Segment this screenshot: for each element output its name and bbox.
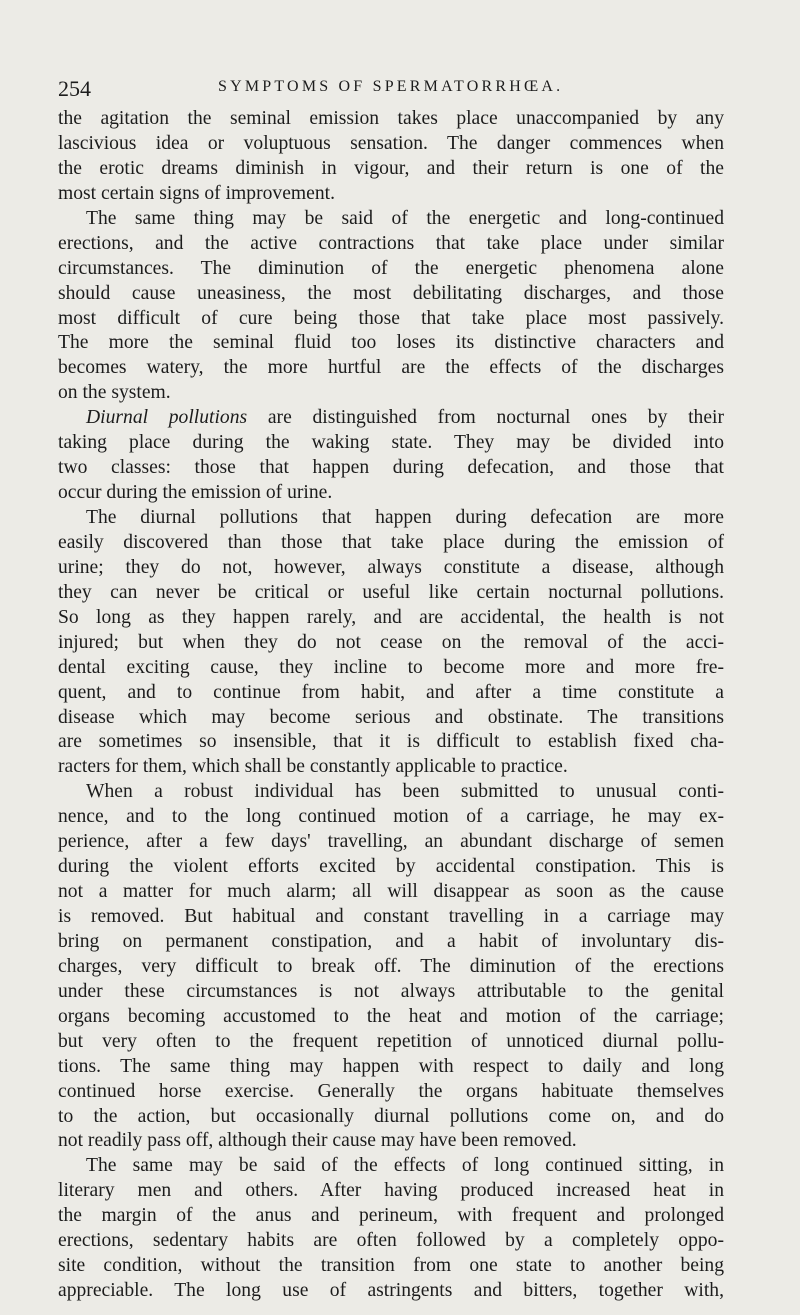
line-text: dental exciting cause, they incline to become more and more fre- [58, 656, 724, 678]
text-line [58, 606, 724, 631]
line-text: So long as they happen rarely, and are accidental, the health is not [58, 606, 724, 628]
line-text: perience, after a few days' travelling, an abundant discharge of semen [58, 831, 724, 853]
line-text: organs becoming accustomed to the heat and motion of the carriage; [58, 1005, 724, 1027]
text-line [58, 656, 724, 681]
text-line [58, 531, 724, 556]
line-text: erections, and the active contractions that take place under similar [58, 232, 724, 254]
line-text: under these circumstances is not always attributable to the genital [58, 980, 724, 1002]
text-line [58, 581, 724, 606]
text-line [58, 980, 724, 1005]
line-text: during the violent efforts excited by accidental constipation. This is [58, 856, 724, 878]
line-text: on the system. [58, 382, 171, 404]
line-text: not a matter for much alarm; all will disappear as soon as the cause [58, 881, 724, 903]
text-line [58, 755, 724, 780]
text-line [58, 780, 724, 805]
line-text: not readily pass off, although their cause may have been removed. [58, 1130, 577, 1152]
line-text: site condition, without the transition from one state to another being [58, 1255, 724, 1277]
text-line [58, 1055, 724, 1080]
text-line [58, 880, 724, 905]
text-line [58, 1279, 724, 1304]
line-text: but very often to the frequent repetition of unnoticed diurnal pollu- [58, 1030, 724, 1052]
line-text: erections, sedentary habits are often followed by a completely oppo- [58, 1230, 724, 1252]
text-line [58, 307, 724, 332]
running-head: SYMPTOMS OF SPERMATORRHŒA. [218, 78, 564, 95]
line-text: quent, and to continue from habit, and after a time constitute a [58, 681, 724, 703]
line-text: appreciable. The long use of astringents and bitters, together with, [58, 1280, 724, 1302]
text-line [58, 182, 724, 207]
line-text: easily discovered than those that take place during the emission of [58, 531, 724, 553]
line-text: literary men and others. After having produced increased heat in [58, 1180, 724, 1202]
text-line [58, 456, 724, 481]
text-line [58, 556, 724, 581]
text-line [58, 1254, 724, 1279]
line-text: the erotic dreams diminish in vigour, and their return is one of the [58, 157, 724, 179]
line-text: The more the seminal fluid too loses its distinctive characters and [58, 332, 724, 354]
text-line [58, 706, 724, 731]
line-text: continued horse exercise. Generally the organs habituate themselves [58, 1080, 724, 1102]
text-line [58, 631, 724, 656]
italic-term: Diurnal pollutions [86, 407, 248, 429]
text-line [58, 132, 724, 157]
text-line [58, 930, 724, 955]
line-text: should cause uneasiness, the most debilitating discharges, and those [58, 282, 724, 304]
page-number: 254 [58, 76, 91, 101]
page-header [58, 76, 718, 102]
line-text: circumstances. The diminution of the energetic phenomena alone [58, 257, 724, 279]
line-text: urine; they do not, however, always constitute a disease, although [58, 556, 724, 578]
line-text: are sometimes so insensible, that it is difficult to establish fixed cha- [58, 731, 724, 753]
text-line [58, 1154, 724, 1179]
line-text: is removed. But habitual and constant travelling in a carriage may [58, 906, 724, 927]
text-line [58, 331, 724, 356]
text-line [58, 157, 724, 182]
line-text: The diurnal pollutions that happen during defecation are more [86, 507, 724, 528]
line-text: becomes watery, the more hurtful are the effects of the discharges [58, 357, 724, 379]
text-line [58, 1105, 724, 1130]
text-line [58, 681, 724, 706]
line-text: The same may be said of the effects of long continued sitting, in [86, 1155, 724, 1177]
line-text: lascivious idea or voluptuous sensation. The danger commences when [58, 132, 724, 154]
text-line [58, 730, 724, 755]
line-text: most difficult of cure being those that take place most passively. [58, 307, 724, 329]
text-line [58, 905, 724, 930]
text-line [58, 855, 724, 880]
line-text: the margin of the anus and perineum, with frequent and prolonged [58, 1205, 724, 1227]
line-text: two classes: those that happen during defecation, and those that [58, 457, 724, 479]
body-text [58, 107, 724, 1304]
text-line [58, 381, 724, 406]
text-line [58, 1129, 724, 1154]
text-line [58, 1229, 724, 1254]
line-text: racters for them, which shall be constantly applicable to practice. [58, 756, 568, 778]
text-line [58, 955, 724, 980]
line-text: bring on permanent constipation, and a habit of involuntary dis- [58, 930, 724, 952]
line-text: injured; but when they do not cease on the removal of the acci- [58, 631, 724, 653]
text-line [58, 1005, 724, 1030]
line-text: When a robust individual has been submitted to unusual conti- [86, 781, 724, 803]
line-text: to the action, but occasionally diurnal pollutions come on, and do [58, 1105, 724, 1127]
line-text: occur during the emission of urine. [58, 482, 333, 504]
line-text: The same thing may be said of the energetic and long-continued [86, 207, 724, 229]
text-line [58, 207, 724, 232]
text-line [58, 830, 724, 855]
text-line [58, 356, 724, 381]
line-text: disease which may become serious and obstinate. The transitions [58, 706, 724, 728]
text-line [58, 1179, 724, 1204]
text-line [58, 232, 724, 257]
text-line [58, 1080, 724, 1105]
line-text: the agitation the seminal emission takes place unaccompanied by any [58, 108, 724, 129]
line-text: are distinguished from nocturnal ones by their [267, 407, 724, 429]
text-line [58, 107, 724, 132]
line-text: taking place during the waking state. They may be divided into [58, 432, 724, 454]
text-line [58, 431, 724, 456]
text-line [58, 406, 724, 431]
line-text: tions. The same thing may happen with respect to daily and long [58, 1055, 724, 1077]
line-text: they can never be critical or useful like certain nocturnal pollutions. [58, 581, 724, 603]
text-line [58, 282, 724, 307]
text-line [58, 1204, 724, 1229]
line-text: charges, very difficult to break off. The diminution of the erections [58, 955, 724, 977]
line-text: nence, and to the long continued motion of a carriage, he may ex- [58, 806, 724, 828]
line-text: most certain signs of improvement. [58, 182, 335, 204]
text-line [58, 257, 724, 282]
text-line [58, 481, 724, 506]
text-line [58, 805, 724, 830]
text-line [58, 1030, 724, 1055]
text-line [58, 506, 724, 531]
